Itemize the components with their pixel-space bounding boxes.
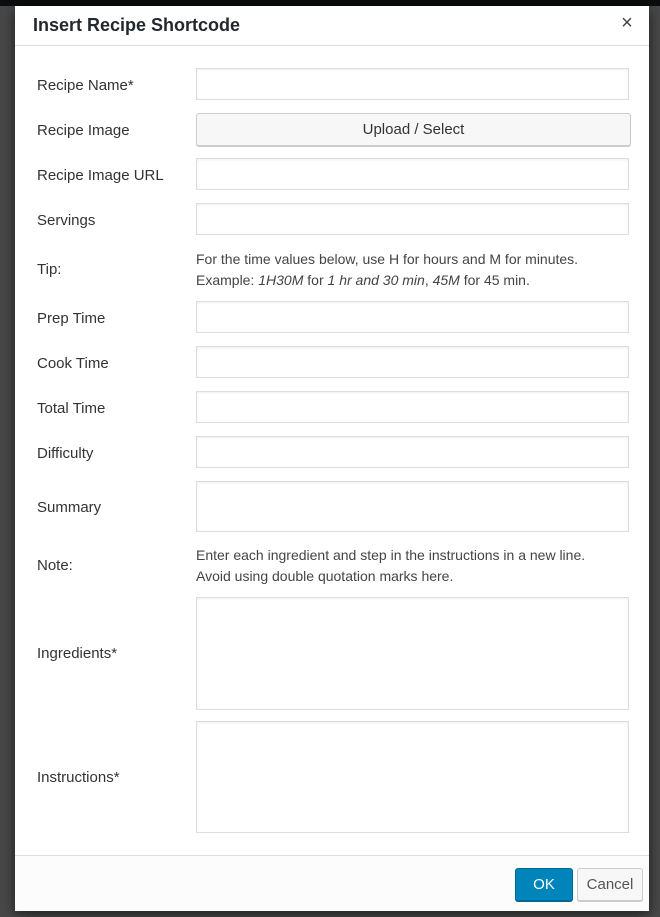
tip-example-suffix: for 45 min.: [459, 272, 530, 288]
summary-label: Summary: [37, 499, 102, 516]
instructions-textarea[interactable]: [196, 721, 629, 833]
tip-example-prefix: Example:: [196, 272, 259, 288]
note-help-text: [196, 545, 636, 587]
tip-example-for: for: [303, 272, 328, 288]
difficulty-input[interactable]: [196, 436, 629, 468]
prep-time-label: Prep Time: [37, 310, 106, 327]
ok-button[interactable]: OK: [515, 868, 573, 901]
instructions-label: Instructions*: [37, 769, 120, 786]
servings-input[interactable]: [196, 203, 629, 235]
recipe-name-label: Recipe Name*: [37, 77, 134, 94]
close-icon[interactable]: ×: [621, 12, 633, 34]
recipe-name-input[interactable]: [196, 68, 629, 100]
ingredients-textarea[interactable]: [196, 597, 629, 710]
recipe-image-url-input[interactable]: [196, 158, 629, 190]
tip-label: Tip:: [37, 261, 62, 278]
summary-textarea[interactable]: [196, 481, 629, 532]
insert-recipe-dialog: [15, 6, 649, 911]
cook-time-label: Cook Time: [37, 355, 109, 372]
total-time-label: Total Time: [37, 400, 106, 417]
recipe-image-url-label: Recipe Image URL: [37, 167, 164, 184]
difficulty-label: Difficulty: [37, 445, 94, 462]
tip-example-1: 1H30M: [258, 272, 304, 288]
dialog-title: Insert Recipe Shortcode: [33, 15, 241, 35]
cancel-button[interactable]: Cancel: [577, 868, 643, 901]
tip-example-3: 45M: [432, 272, 460, 288]
tip-example-comma: ,: [424, 272, 433, 288]
dialog-header: [15, 6, 649, 46]
upload-select-button[interactable]: Upload / Select: [196, 113, 631, 146]
total-time-input[interactable]: [196, 391, 629, 423]
note-line-1: Enter each ingredient and step in the instructions in a new line.: [196, 547, 586, 563]
note-line-2: Avoid using double quotation marks here.: [196, 568, 454, 584]
tip-line-1: For the time values below, use H for hours and M for minutes.: [196, 251, 579, 267]
dialog-footer: [15, 855, 649, 911]
recipe-image-label: Recipe Image: [37, 122, 130, 139]
cook-time-input[interactable]: [196, 346, 629, 378]
tip-line-2: [196, 270, 636, 291]
note-label: Note:: [37, 557, 73, 574]
servings-label: Servings: [37, 212, 96, 229]
ingredients-label: Ingredients*: [37, 645, 118, 662]
tip-help-text: [196, 249, 636, 291]
prep-time-input[interactable]: [196, 301, 629, 333]
tip-example-2: 1 hr and 30 min: [327, 272, 425, 288]
